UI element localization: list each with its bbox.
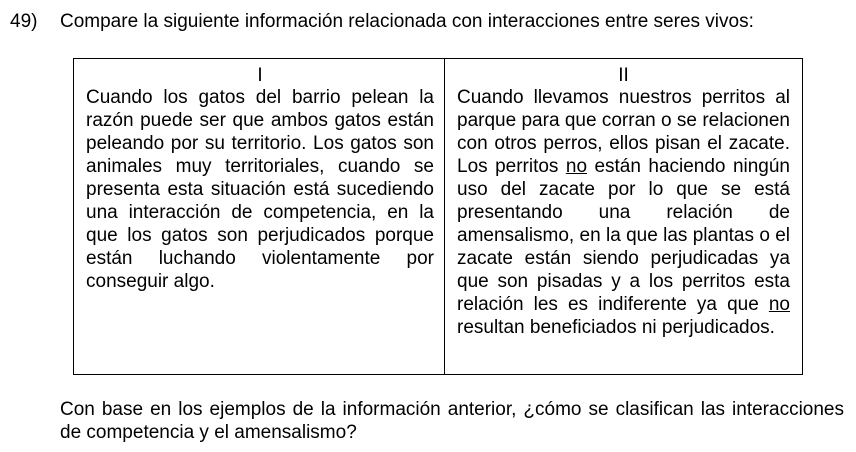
column-ii [445, 59, 802, 374]
column-i-heading: I [257, 65, 263, 86]
column-i [74, 59, 445, 374]
closing-question: Con base en los ejemplos de la información anterior, ¿cómo se clasifican las interacciones de competencia y el amensalismo? [60, 399, 844, 443]
question-number: 49) [10, 11, 38, 32]
column-ii-text [457, 86, 790, 339]
question-header [10, 10, 754, 34]
column-ii-text-part3: resultan beneficiados ni perjudicados. [457, 317, 775, 338]
info-table [73, 58, 803, 375]
column-ii-heading: II [618, 65, 629, 86]
column-ii-text-part1: Cuando llevamos nuestros perritos al parque para que corran o se relacionen con otros perros, ellos pisan el zacate. Los perritos [457, 87, 790, 177]
column-ii-emphasis-no-1: no [565, 156, 588, 177]
question-prompt: Compare la siguiente información relacionada con interacciones entre seres vivos: [60, 11, 754, 32]
column-ii-text-part2: están haciendo ningún uso del zacate por lo que se está presentando una relación de amensalismo, en la que las plantas o el zacate están siendo perjudicadas ya que son pisadas y a los perritos esta relación les es indiferente ya que [457, 156, 790, 315]
column-i-text: Cuando los gatos del barrio pelean la razón puede ser que ambos gatos están peleando por su territorio. Los gatos son animales muy territoriales, cuando se presenta esta situación está sucediendo una interacción de competencia, en la que los gatos son perjudicados porque están luchando violentamente por conseguir algo. [86, 87, 434, 292]
column-ii-emphasis-no-2: no [768, 294, 790, 315]
